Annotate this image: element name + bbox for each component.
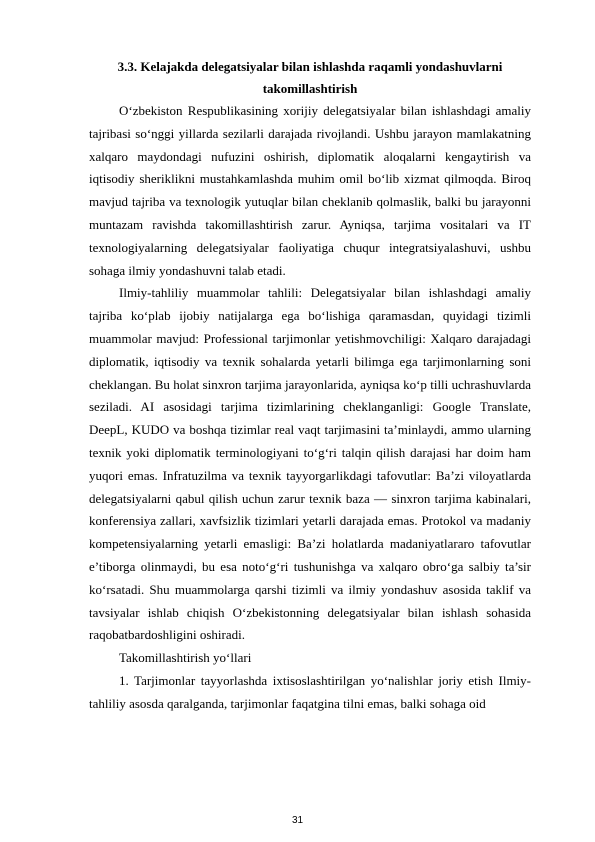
section-title-line-2: takomillashtirish: [262, 81, 358, 96]
page-number: 31: [291, 815, 304, 826]
document-page: [89, 56, 531, 716]
paragraph-translator-training: 1. Tarjimonlar tayyorlashda ixtisoslashtirilgan yo‘nalishlar joriy etish Ilmiy-tahliliy asosda qaralganda, tarjimonlar faqatgina tilni emas, balki sohaga oid: [89, 672, 531, 711]
paragraph-problems-analysis: Ilmiy-tahliliy muammolar tahlili: Delegatsiyalar bilan ishlashdagi amaliy tajriba ko‘plab ijobiy natijalarga ega bo‘lishiga qaramasdan, quyidagi tizimli muammolar mavjud: Professional tarjimonlar yetishmovchiligi: Xalqaro darajadagi diplomatik, iqtisodiy va texnik sohalarda yetarli bilimga ega tarjimonlarning soni cheklangan. Bu holat sinxron tarjima jarayonlarida, ayniqsa ko‘p tilli uchrashuvlarda seziladi. AI asosidagi tarjima tizimlarining cheklanganligi: Google Translate, DeepL, KUDO va boshqa tizimlar real vaqt tarjimasini ta’minlaydi, ammo ularning texnik yoki diplomatik terminologiyani to‘g‘ri talqin qilish darajasi har doim ham yuqori emas. Infratuzilma va texnik tayyorgarlikdagi tafovutlar: Ba’zi viloyatlarda delegatsiyalarni qabul qilish uchun zarur texnik baza — sinxron tarjima kabinalari, konferensiya zallari, xavfsizlik tizimlari yetarli darajada emas. Protokol va madaniy kompetensiyalarning yetarli emasligi: Ba’zi holatlarda madaniyatlararo tafovutlar e’tiborga olinmaydi, bu esa noto‘g‘ri tushunishga va xalqaro obro‘ga salbiy ta’sir ko‘rsatadi. Shu muammolarga qarshi tizimli va ilmiy yondashuv asosida taklif va tavsiyalar ishlab chiqish O‘zbekistonning delegatsiyalar bilan ishlash sohasida raqobatbardoshligini oshiradi.: [89, 285, 531, 643]
paragraph-intro: O‘zbekiston Respublikasining xorijiy delegatsiyalar bilan ishlashdagi amaliy tajribasi so‘nggi yillarda sezilarli darajada rivojlandi. Ushbu jarayon mamlakatning xalqaro maydondagi nufuzini oshirish, diplomatik aloqalarni kengaytirish va iqtisodiy sheriklikni mustahkamlashda muhim omil bo‘lib xizmat qilmoqda. Biroq mavjud tajriba va texnologik yutuqlar bilan cheklanib qolmaslik, balki bu jarayonni muntazam ravishda takomillashtirish zarur. Ayniqsa, tarjima vositalari va IT texnologiyalarning delegatsiyalar faoliyatiga chuqur integratsiyalashuvi, ushbu sohaga ilmiy yondashuvni talab etadi.: [89, 103, 531, 278]
paragraph-improvement-heading: Takomillashtirish yo‘llari: [119, 650, 252, 666]
section-title-line-1: 3.3. Kelajakda delegatsiyalar bilan ishlashda raqamli yondashuvlarni: [117, 59, 503, 74]
